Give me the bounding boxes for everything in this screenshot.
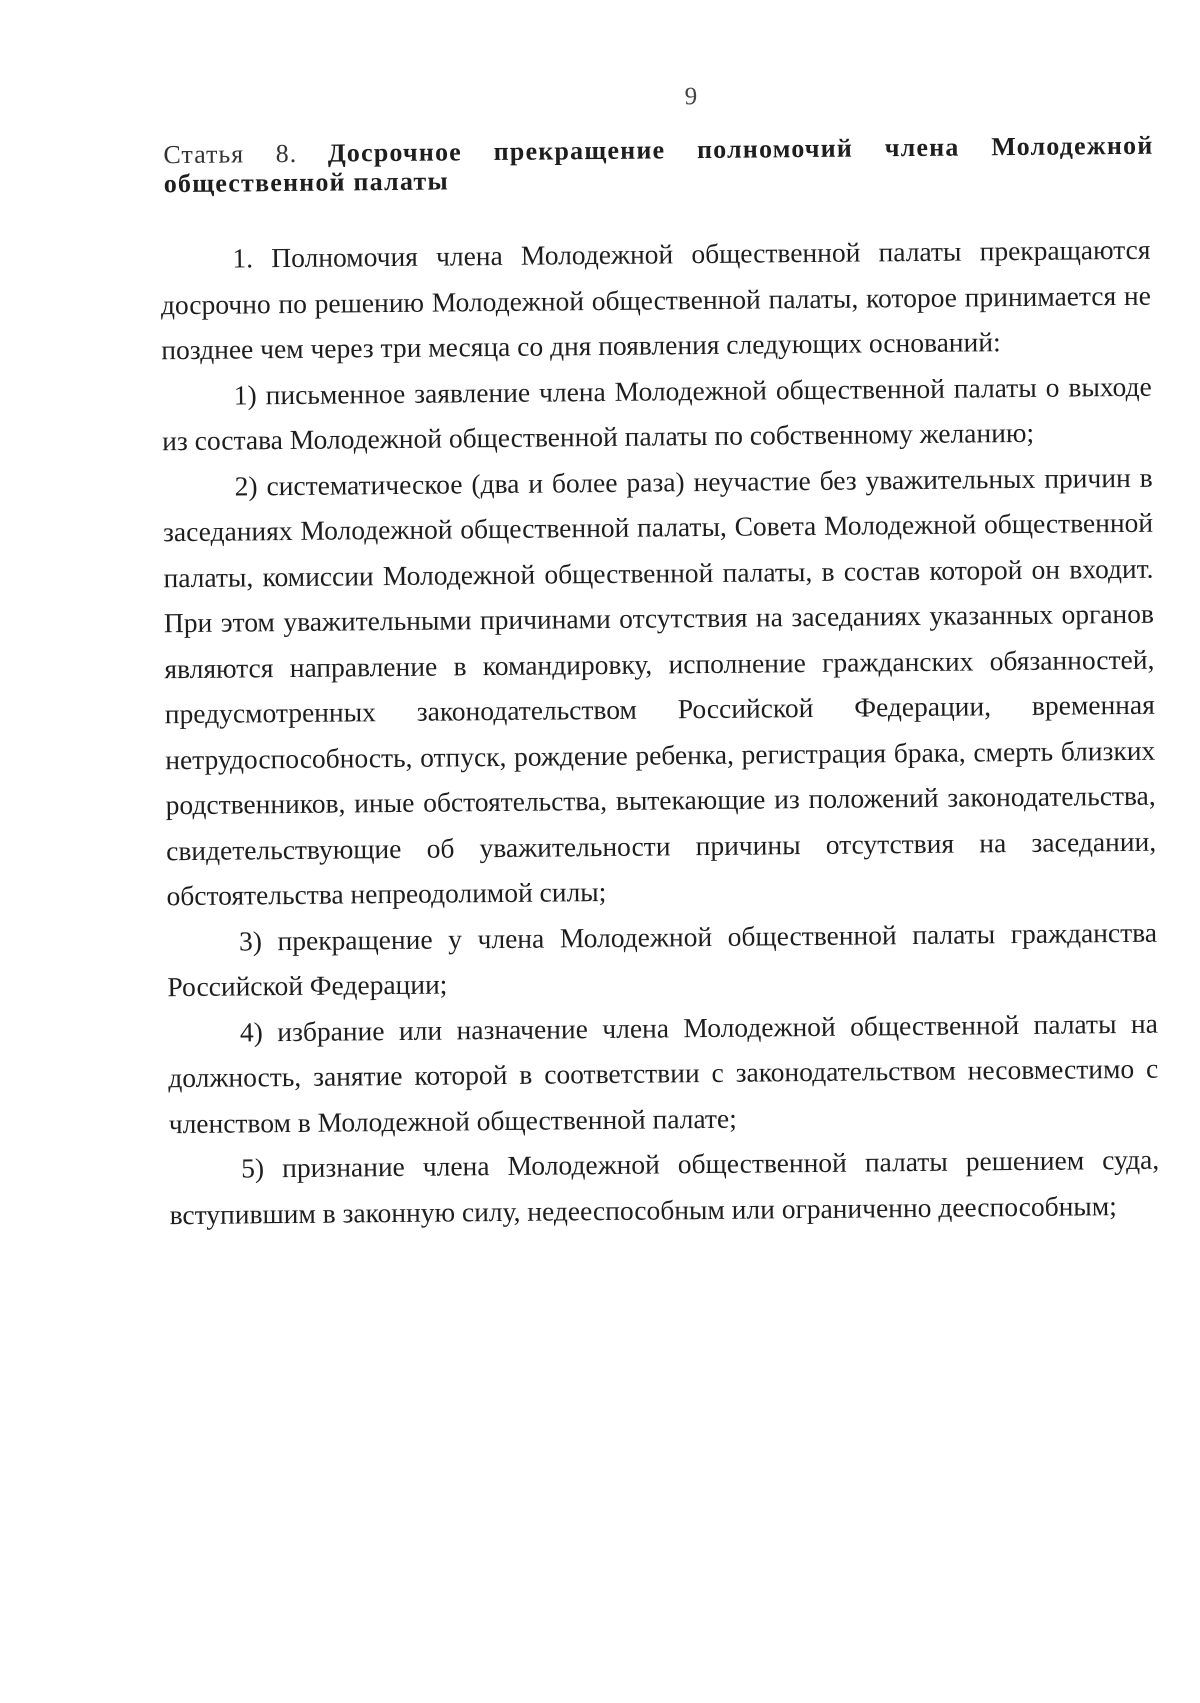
ground-number: 2) bbox=[234, 469, 258, 502]
ground-text: письменное заявление члена Молодежной общественной палаты о выходе из состава Молодежной общественной палаты по собственному желанию; bbox=[162, 370, 1152, 457]
ground-number: 5) bbox=[241, 1152, 265, 1184]
article-number: Статья 8. bbox=[163, 138, 298, 170]
ground-text: прекращение у члена Молодежной общественной палаты гражданства Российской Федерации; bbox=[167, 916, 1158, 1003]
ground-number: 4) bbox=[239, 1015, 263, 1048]
ground-item-3 bbox=[167, 909, 1158, 1009]
ground-item-4 bbox=[168, 1000, 1159, 1146]
article-title bbox=[163, 131, 1154, 199]
ground-number: 3) bbox=[238, 924, 263, 957]
ground-text: систематическое (два и более раза) неучастие без уважительных причин в заседаниях Молодежной общественной палаты, Совета Молодежной общественной палаты, комиссии Молодежной общественной палаты, в состав которой он входит. При этом уважительными причинами отсутствия на заседаниях указанных органов являются направление в командировку, исполнение гражданских обязанностей, предусмотренных законодательством Российской Федерации, временная нетрудоспособность, отпуск, рождение ребенка, регистрация брака, смерть близких родственников, иные обстоятельства, вытекающие из положений законодательства, свидетельствующие об уважительности причины отсутствия на заседании, обстоятельства непреодолимой силы; bbox=[162, 461, 1157, 912]
ground-number: 1) bbox=[233, 378, 257, 411]
article-body bbox=[160, 227, 1160, 1237]
intro-paragraph: 1. Полномочия члена Молодежной общественной палаты прекращаются досрочно по решению Молодежной общественной палаты, которое принимается не позднее чем через три месяца со дня появления следующих оснований: bbox=[160, 233, 1152, 366]
ground-item-2 bbox=[162, 454, 1156, 918]
ground-text: избрание или назначение члена Молодежной общественной палаты на должность, занятие которой в соответствии с законодательством несовместимо с членством в Молодежной общественной палате; bbox=[168, 1007, 1159, 1139]
ground-item-5 bbox=[169, 1137, 1160, 1237]
page-number: 9 bbox=[684, 83, 698, 111]
grounds-list bbox=[162, 363, 1160, 1237]
ground-text: признание члена Молодежной общественной палаты решением суда, вступившим в законную силу, недееспособным или ограниченно дееспособным; bbox=[169, 1143, 1160, 1230]
ground-item-1 bbox=[162, 363, 1153, 463]
article-heading: Досрочное прекращение полномочий члена Молодежной общественной палаты bbox=[163, 130, 1154, 199]
